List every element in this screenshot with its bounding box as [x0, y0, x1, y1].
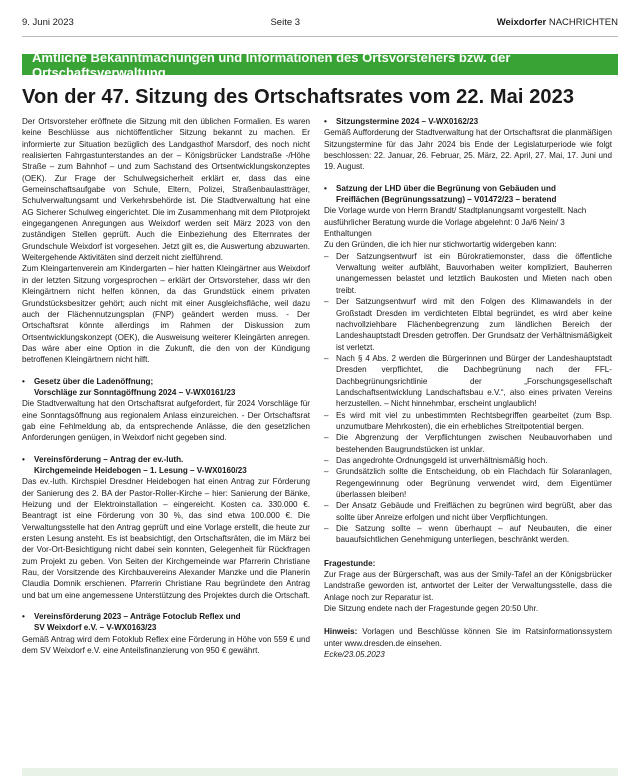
kleingarten-paragraph: Zum Kleingartenverein am Kindergarten – hier hatten Kleingärtner aus Weixdorf in der letzten Sitzung vorgesprochen – erklärt der Ortsvorsteher, dass wir den Kleingärtnern nicht helfen können, da das Grundstück einem privaten Grundstücksbesitzer gehört; auch nicht mit einer Ausgleichsfläche, weil dazu auch der Flächennutzungsplan (FNP) geändert werden muss. - Der Ortschaftsrat könnte allerdings im Rahmen der Diskussion zum Ortsentwicklungskonzept (OEK), die Ausweisung weiterer Kleingärten anregen. Das wäre aber eine Option in die Zukunft, die den von der Kündigung betroffenen Kleingärtnern nicht hilft. — [22, 264, 310, 365]
page-header — [22, 14, 618, 30]
header-rule — [22, 36, 618, 37]
right-column — [324, 116, 612, 660]
agenda-item-heading — [22, 454, 310, 477]
agenda-item-text: Die Stadtverwaltung hat den Ortschaftsrat aufgefordert, für 2024 Vorschläge für eine Sonntagsöffnung aus regionalem Anlass einzureichen. - Der Ortschaftsrat gab eine Fehlmeldung ab, da entsprechende Anlässe, die den gesetzlichen Anforderungen genügen, in Weixdorf nicht gegeben sind. — [22, 399, 310, 443]
agenda-item-title: Satzung der LHD über die Begrünung von Gebäuden und — [336, 183, 556, 193]
closing-text: Die Sitzung endete nach der Fragestunde gegen 20:50 Uhr. — [324, 604, 539, 614]
agenda-item-text: Gemäß Aufforderung der Stadtverwaltung hat der Ortschaftsrat die planmäßigen Sitzungstermine für das Jahr 2024 bis Ende der Legislaturperiode wie folgt beschlossen: 22. Januar, 26. Februar, 25. März, 22. April, 27. Mai, 17. Juni und 19. August. — [324, 128, 612, 172]
agenda-item-heading — [324, 183, 612, 206]
bullet-icon: • — [324, 183, 327, 193]
publication-name — [497, 17, 618, 28]
agenda-item-heading — [22, 611, 310, 634]
list-item: – Nach § 4 Abs. 2 werden die Bürgerinnen und Bürger der Landeshauptstadt Dresden verpflichtet, die Dachbegrünung nach der FFL-Dachbegrünungsrichtlinie der „Forschungsgesellschaft Landschaftsentwicklung Landschaftsbau e.V.“, also eines privaten Vereins herzustellen. – Nicht hinnehmbar, erscheint unglaublich! — [324, 353, 612, 410]
publication-name-rest: NACHRICHTEN — [548, 16, 618, 28]
list-item: – Grundsätzlich sollte die Entscheidung, ob ein Flachdach für Solaranlagen, Regengewinnung oder Begrünung verwendet wird, dem Eigentümer überlassen bleiben! — [324, 466, 612, 500]
agenda-item-title: Vereinsförderung 2023 – Anträge Fotoclub Reflex und — [34, 612, 241, 622]
fragestunde-heading: Fragestunde: — [324, 558, 376, 568]
agenda-item-title: Sitzungstermine 2024 – V-WX0162/23 — [336, 117, 479, 126]
list-item: – Die Abgrenzung der Verpflichtungen zwischen Neubauvorhaben und bestehenden Baugrundstücken ist unklar. — [324, 432, 612, 455]
footer-band — [22, 768, 618, 776]
hinweis-label: Hinweis: — [324, 627, 358, 637]
list-item: – Es wird mit viel zu unbestimmten Rechtsbegriffen gearbeitet (zum Bsp. unzumutbare Mehrkosten), die ein erhebliches Streitpotential bergen. — [324, 410, 612, 433]
hinweis-text: Vorlagen und Beschlüsse können Sie im Ratsinformationssystem unter www.dresden.de einsehen. — [324, 627, 612, 648]
fragestunde-text: Zur Frage aus der Bürgerschaft, was aus der Smily-Tafel an der Königsbrücker Landstraße geworden ist, antwortet der Leiter der Verwaltungsstelle, dass die Anlage noch zur Reparatur ist. — [324, 570, 612, 602]
hinweis-paragraph — [324, 626, 612, 649]
issue-date: 9. Juni 2023 — [22, 16, 74, 28]
agenda-item-subtitle: Freiflächen (Begrünungssatzung) – V01472/23 – beratend — [336, 195, 557, 205]
agenda-item-title: Gesetz über die Ladenöffnung; — [34, 376, 154, 386]
intro-paragraph: Der Ortsvorsteher eröffnete die Sitzung mit den üblichen Formalien. Es waren keine Beschlüsse aus nichtöffentlicher Sitzung bekannt zu machen. Er informierte zur Situation bezüglich des Landgasthof Marsdorf, des noch nicht realisierten Fahrgastunterstandes an der – Königsbrücker Landstraße -/Höhe Straße – zum Bahnhof – und zum Sachstand des Ortsentwicklungskonzeptes (OEK). Zur Frage der Schulwegsicherheit erklärt er, dass das eine Gemeinschaftsaufgabe von Schule, Eltern, Polizei, Straßenbaulastträger, Schulverwaltungsamt und Verkehrsbehörde ist. Die Stadtverwaltung hat eine AG Sicherer Schulweg eingerichtet. Die im Zusammenhang mit dem Pilotprojekt eingegangenen Anregungen aus Weixdorf werden seit März 2023 von den zuständigen Stellen geprüft. Auch die Einbeziehung des Elternrates der Grundschule Weixdorf ist vorgesehen. Jetzt gilt es, die Auswertung abzuwarten. Weitergehende Aktivitäten sind derzeit nicht zielführend. — [22, 117, 310, 263]
bullet-icon: • — [22, 612, 25, 622]
list-item: – Der Satzungsentwurf ist ein Bürokratiemonster, dass die öffentliche Verwaltung weiter aufbläht, Bauvorhaben weiter kompliziert, Bauherren unangemessen belastet und letztlich Baukosten und Mieten nach oben treibt. — [324, 251, 612, 296]
agenda-item-text: Das ev.-luth. Kirchspiel Dresdner Heidebogen hat einen Antrag zur Förderung der Sanierung des 2. BA der Pastor-Roller-Kirche – hier: Sanierung der Bänke, Heizung und der Elektroinstallation – eingereicht. Kosten ca. 330.000 €. Beantragt ist eine Förderung von 30 %, das sind etwa 100.000 €. Die Verwaltungsstelle hat den Antrag geprüft und eine Vorlage erstellt, die heute zur ersten Lesung ansteht. Es ist beabsichtigt, den Ortschaftsräten, die im März bei der Vor-Ort-Besichtigung nicht dabei sein konnten, Gelegenheit für Rückfragen zum Projekt zu geben. Von Seiten der Kirchgemeinde war Pfarrerin Christiane Rau, der Vorsitzende des Kirchbauvereins Alexander Manzke und die Planerin Claudia Domnik erschienen. Pfarrerin Christiane Rau begründete den Antrag und bat um eine angemessene Unterstützung des Projektes durch die Ortschaft. — [22, 477, 310, 600]
agenda-item-subtitle: Kirchgemeinde Heidebogen – 1. Lesung – V-WX0160/23 — [34, 465, 247, 475]
agenda-item-heading — [324, 116, 612, 127]
agenda-item-text: Die Vorlage wurde von Herrn Brandt/ Stadtplanungsamt vorgestellt. Nach ausführlicher Beratung wurde die Vorlage abgelehnt: 0 Ja/6 Nein/ 3 Enthaltungen — [324, 206, 587, 239]
reasons-intro: Zu den Gründen, die ich hier nur stichwortartig widergeben kann: — [324, 240, 557, 250]
publication-name-bold: Weixdorfer — [496, 16, 547, 28]
page-number: Seite 3 — [270, 16, 301, 28]
section-banner: Amtliche Bekanntmachungen und Informationen des Ortsvorstehers bzw. der Ortschaftsverwaltung — [22, 54, 618, 75]
agenda-item-title: Vereinsförderung – Antrag der ev.-luth. — [34, 454, 184, 464]
signature: Ecke/23.05.2023 — [324, 650, 385, 660]
list-item: – Das angedrohte Ordnungsgeld ist unverhältnismäßig hoch. — [324, 455, 612, 466]
agenda-item-text: Gemäß Antrag wird dem Fotoklub Reflex eine Förderung in Höhe von 559 € und dem SV Weixdorf e.V. eine Anteilsfinanzierung von 950 € gewährt. — [22, 634, 310, 656]
bullet-icon: • — [22, 454, 25, 464]
bullet-icon: • — [22, 376, 25, 386]
list-item: – Der Ansatz Gebäude und Freiflächen zu begrünen wird begrüßt, aber das sollte über Anreize erfolgen und nicht über Verpflichtungen. — [324, 500, 612, 523]
list-item: – Die Satzung sollte – wenn überhaupt – auf Neubauten, die einer bauaufsichtlichen Genehmigung unterliegen, beschränkt werden. — [324, 523, 612, 546]
left-column — [22, 116, 310, 656]
agenda-item-subtitle: Vorschläge zur Sonntagöffnung 2024 – V-WX0161/23 — [34, 387, 236, 397]
agenda-item-subtitle: SV Weixdorf e.V. – V-WX0163/23 — [34, 623, 157, 633]
bullet-icon: • — [324, 117, 327, 126]
agenda-item-heading — [22, 376, 310, 399]
reasons-list — [324, 251, 612, 546]
list-item: – Der Satzungsentwurf wird mit den Folgen des Klimawandels in der Großstadt Dresden im verdichteten Elbtal begründet, es wird aber keine nachvollziehbare Flächenbegrenzung zum ländlichen Bereich der Landeshauptstadt Dresden getroffen. Der Grundsatz der Verhältnismäßigkeit ist verletzt. — [324, 296, 612, 353]
article-title: Von der 47. Sitzung des Ortschaftsrates vom 22. Mai 2023 — [22, 86, 575, 108]
